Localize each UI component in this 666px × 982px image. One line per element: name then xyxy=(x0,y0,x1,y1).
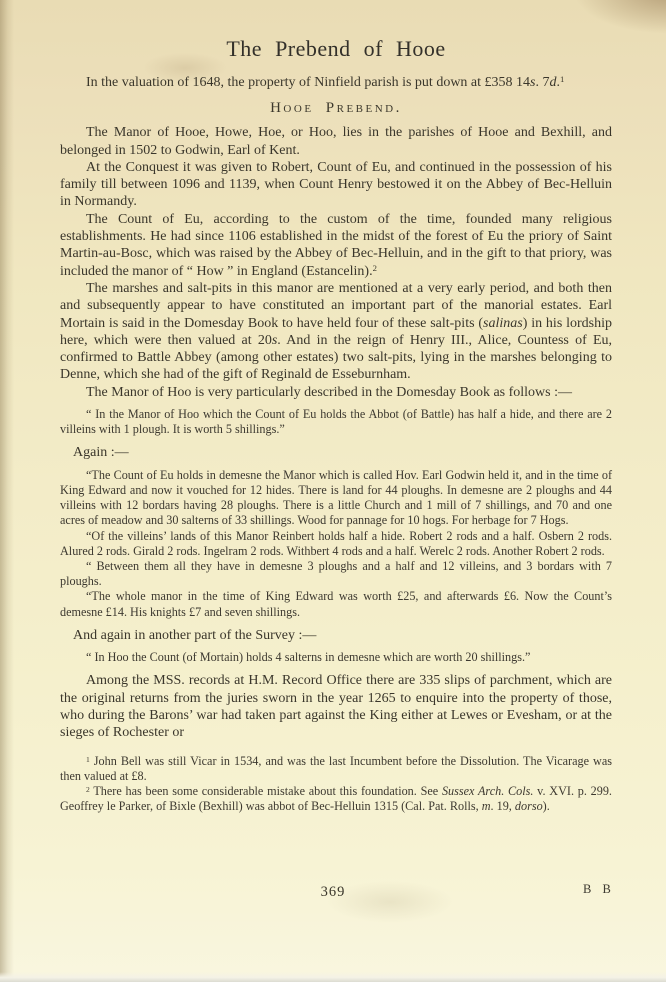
block-quote: “The whole manor in the time of King Edward was worth £25, and afterwards £6. Now the Count’s demesne £14. His knights £7 and seven shillings. xyxy=(60,589,612,619)
page-bottom-edge xyxy=(0,972,666,982)
block-paragraph: The Manor of Hoo is very particularly described in the Domesday Book as follows :— xyxy=(86,384,573,400)
block-footnote: $^1$ John Bell was still Vicar in 1534, and was the last Incumbent before the Dissolution. The Vicarage was then valued at £8. xyxy=(60,754,612,784)
block-paragraph: In the valuation of 1648, the property of Ninfield parish is put down at £358 14s. 7d.$^1$ xyxy=(86,74,565,90)
block-quote: “ Between them all they have in demesne 3 ploughs and a half and 12 villeins, and 3 bordars with 7 ploughs. xyxy=(60,558,612,589)
printers-signature-mark: B B xyxy=(583,882,615,896)
block-quote: “Of the villeins’ lands of this Manor Reinbert holds half a hide. Robert 2 rods and a half. Osbern 2 rods. Alured 2 rods. Girald 2 rods. Ingelram 2 rods. Withbert 4 rods and a half. Werelc 2 rods. Another Robert 2 rods. xyxy=(60,528,612,558)
block-section_heading: Hooe Prebend. xyxy=(270,100,402,117)
block-paragraph: At the Conquest it was given to Robert, Count of Eu, and continued in the possession of his family till between 1096 and 1139, when Count Henry bestowed it on the Abbey of Bec-Helluin in Normandy. xyxy=(60,159,612,210)
block-quote: “ In Hoo the Count (of Mortain) holds 4 salterns in demesne which are worth 20 shillings.” xyxy=(86,650,531,665)
block-paragraph: The Manor of Hooe, Howe, Hoe, or Hoo, lies in the parishes of Hooe and Bexhill, and belonged in 1502 to Godwin, Earl of Kent. xyxy=(60,125,612,158)
block-pointer: And again in another part of the Survey :— xyxy=(73,627,317,643)
text-column xyxy=(60,36,612,814)
block-footnote: $^2$ There has been some considerable mistake about this foundation. See Sussex Arch. Cols. v. XVI. p. 299. Geoffrey le Parker, of Bixle (Bexhill) was abbot of Bec-Helluin 1315 (Cal. Pat. Rolls, m. 19, dorso). xyxy=(60,784,612,813)
block-quote: “The Count of Eu holds in demesne the Manor which is called Hov. Earl Godwin held it, and in the time of King Edward and now it vouched for 12 hides. There is land for 44 ploughs. In demesne are 2 ploughs and 44 villeins with 12 bordars having 28 ploughs. There is a little Church and 1 mill of 7 shillings, and 70 and one acres of meadow and 30 salterns of 33 shillings. Wood for pannage for 10 hogs. For herbage for 7 Hogs. xyxy=(60,467,612,528)
block-pointer: Again :— xyxy=(73,445,129,461)
block-paragraph: Among the MSS. records at H.M. Record Office there are 335 slips of parchment, which are the original returns from the juries sworn in the year 1265 to enquire into the property of those, who during the Barons’ war had taken part against the King either at Lewes or Evesham, or at the sieges of Rochester or xyxy=(60,673,612,741)
page-number: 369 xyxy=(320,884,346,900)
block-title: The Prebend of Hooe xyxy=(226,36,446,61)
block-paragraph: The Count of Eu, according to the custom of the time, founded many religious establishments. He had since 1106 established in the midst of the forest of Eu the priory of Saint Martin-au-Bosc, which was raised by the Abbey of Bec-Helluin, and in the gift to that priory, was included the manor of “ How ” in England (Estancelin).$^2$ xyxy=(60,211,612,279)
page-binding-shadow xyxy=(0,0,14,982)
block-paragraph: The marshes and salt-pits in this manor are mentioned at a very early period, and both then and subsequently appear to have constituted an important part of the manorial estates. Earl Mortain is said in the Domesday Book to have held four of these salt-pits (salinas) in his lordship here, which were then valued at 20s. And in the reign of Henry III., Alice, Countess of Eu, confirmed to Battle Abbey (among other estates) two salt-pits, lying in the marshes belonging to Denne, which she had of the gift of Reginald de Esseburnham. xyxy=(60,280,613,383)
block-quote: “ In the Manor of Hoo which the Count of Eu holds the Abbot (of Battle) has half a hide, and there are 2 villeins with 1 plough. It is worth 5 shillings.” xyxy=(60,407,612,437)
